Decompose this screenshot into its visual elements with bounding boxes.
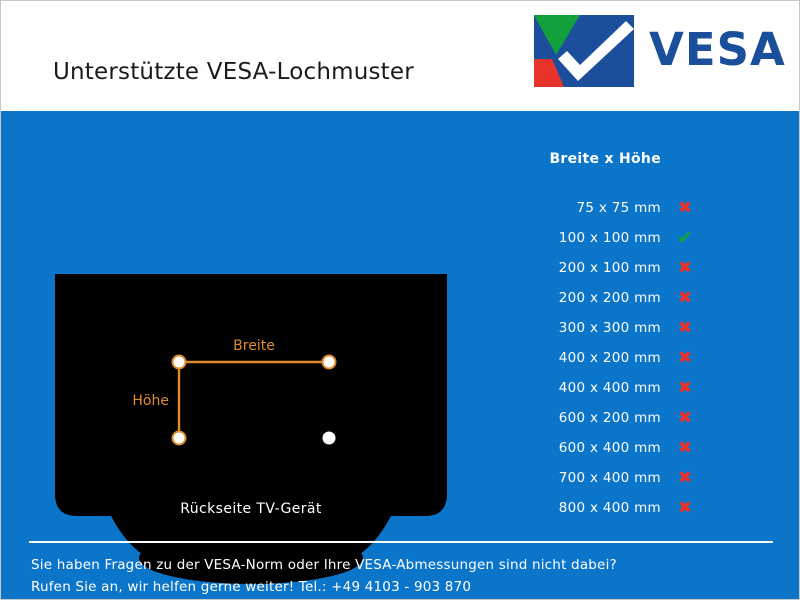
- table-row: [431, 493, 691, 523]
- table-row: [431, 373, 691, 403]
- cross-icon: ✖: [677, 438, 693, 458]
- footer-divider: [29, 541, 773, 543]
- pattern-label: 75 x 75 mm: [576, 200, 661, 216]
- footer-text-line2: Rufen Sie an, wir helfen gerne weiter! Tel.: +49 4103 - 903 870: [31, 579, 472, 595]
- svg-text:Höhe: Höhe: [132, 393, 169, 409]
- cross-icon: ✖: [677, 498, 693, 518]
- table-row: [431, 403, 691, 433]
- tv-back-diagram: [41, 186, 461, 600]
- pattern-label: 400 x 200 mm: [558, 350, 661, 366]
- check-icon: ✔: [677, 227, 693, 249]
- table-row: [431, 253, 691, 283]
- cross-icon: ✖: [677, 258, 693, 278]
- table-row: [431, 343, 691, 373]
- vesa-logo-icon: [534, 15, 634, 87]
- table-row: [431, 433, 691, 463]
- page-title: Unterstützte VESA-Lochmuster: [53, 59, 414, 85]
- table-row: [431, 463, 691, 493]
- cross-icon: ✖: [677, 288, 693, 308]
- pattern-label: 100 x 100 mm: [558, 230, 661, 246]
- table-row: [431, 193, 691, 223]
- cross-icon: ✖: [677, 378, 693, 398]
- cross-icon: ✖: [677, 198, 693, 218]
- content-panel: [1, 111, 800, 600]
- table-row: [431, 313, 691, 343]
- footer-text-line1: Sie haben Fragen zu der VESA-Norm oder Ihre VESA-Abmessungen sind nicht dabei?: [31, 557, 617, 573]
- pattern-list: [431, 193, 691, 523]
- pattern-label: 800 x 400 mm: [558, 500, 661, 516]
- page-header: [1, 1, 800, 111]
- vesa-wordmark: VESA: [649, 23, 786, 76]
- cross-icon: ✖: [677, 468, 693, 488]
- table-row: [431, 283, 691, 313]
- pattern-label: 700 x 400 mm: [558, 470, 661, 486]
- pattern-label: 300 x 300 mm: [558, 320, 661, 336]
- table-row: [431, 223, 691, 253]
- cross-icon: ✖: [677, 348, 693, 368]
- svg-text:Breite: Breite: [233, 338, 275, 354]
- pattern-label: 400 x 400 mm: [558, 380, 661, 396]
- pattern-label: 600 x 400 mm: [558, 440, 661, 456]
- cross-icon: ✖: [677, 408, 693, 428]
- diagram-caption: Rückseite TV-Gerät: [180, 501, 322, 517]
- cross-icon: ✖: [677, 318, 693, 338]
- pattern-label: 200 x 200 mm: [558, 290, 661, 306]
- table-header: Breite x Höhe: [549, 151, 661, 167]
- pattern-label: 200 x 100 mm: [558, 260, 661, 276]
- pattern-label: 600 x 200 mm: [558, 410, 661, 426]
